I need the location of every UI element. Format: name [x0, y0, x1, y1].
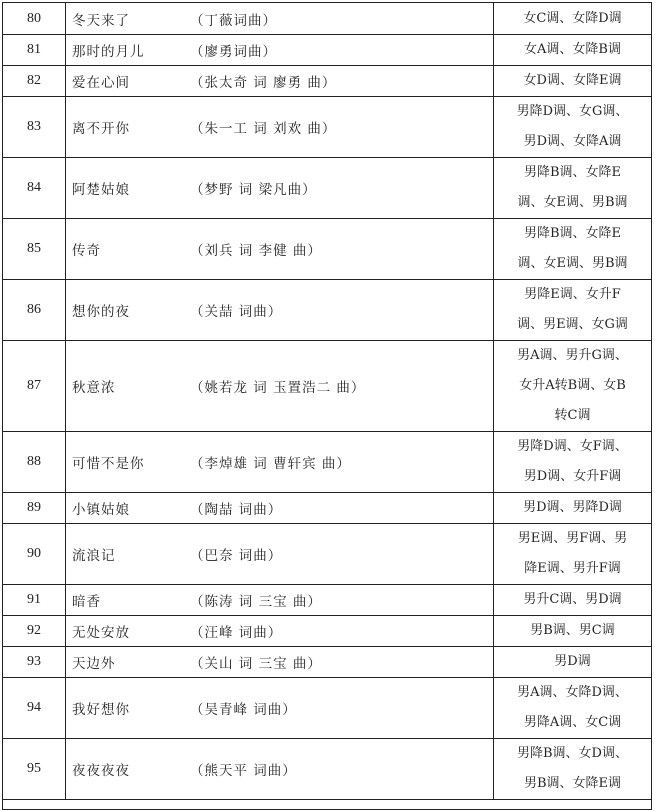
song-key-line: 女升A转B调、女B	[519, 378, 626, 393]
song-name: 想你的夜	[72, 304, 130, 320]
song-name: 小镇姑娘	[72, 502, 130, 518]
table-row	[3, 3, 652, 35]
table-row-partial-cell	[3, 800, 652, 810]
song-key-cell	[494, 432, 652, 493]
song-list-body	[3, 3, 652, 810]
song-title-cell	[66, 493, 494, 524]
table-row	[3, 158, 652, 219]
table-row	[3, 739, 652, 800]
song-credit: （陈涛 词 三宝 曲）	[190, 594, 322, 610]
song-title-cell	[66, 647, 494, 678]
song-name: 离不开你	[72, 121, 130, 137]
song-name: 暗香	[72, 594, 101, 610]
table-row-partial	[3, 800, 652, 810]
song-title-cell	[66, 219, 494, 280]
song-key-line: 男E调、男F调、男	[517, 531, 628, 546]
song-credit: （姚若龙 词 玉置浩二 曲）	[190, 380, 366, 396]
song-title-cell	[66, 35, 494, 66]
song-name: 秋意浓	[72, 380, 116, 396]
song-credit: （丁薇词曲）	[190, 12, 277, 29]
song-title-cell	[66, 739, 494, 800]
song-number: 94	[3, 678, 66, 739]
song-number: 89	[3, 493, 66, 524]
song-key-line: 女D调、女降E调	[523, 73, 622, 88]
song-name: 可惜不是你	[72, 456, 145, 472]
song-key-line: 男D调、女升F调	[523, 469, 622, 484]
table-row	[3, 616, 652, 647]
song-key-cell	[494, 678, 652, 739]
song-key-line: 男降B调、女降E	[523, 165, 622, 180]
song-number: 95	[3, 739, 66, 800]
song-key-line: 调、女E调、男B调	[517, 195, 628, 210]
song-key-cell	[494, 616, 652, 647]
song-number: 86	[3, 280, 66, 341]
table-row	[3, 35, 652, 66]
song-credit: （刘兵 词 李健 曲）	[190, 243, 322, 259]
song-list-table	[2, 2, 652, 810]
song-key-cell	[494, 280, 652, 341]
song-number: 92	[3, 616, 66, 647]
table-row	[3, 97, 652, 158]
song-key-line: 男降D调、女G调、	[516, 104, 629, 119]
song-key-cell	[494, 219, 652, 280]
song-name: 爱在心间	[72, 75, 130, 91]
song-key-line: 男降B调、女降E	[523, 226, 622, 241]
song-key-line: 转C调	[554, 408, 591, 423]
song-number: 84	[3, 158, 66, 219]
table-row	[3, 524, 652, 585]
song-name: 无处安放	[72, 625, 130, 641]
song-title-cell	[66, 585, 494, 616]
song-key-cell	[494, 524, 652, 585]
song-credit: （汪峰 词曲）	[190, 625, 283, 641]
song-name: 传奇	[72, 243, 101, 259]
song-key-cell	[494, 35, 652, 66]
song-title-cell	[66, 341, 494, 432]
song-credit: （吴青峰 词曲）	[190, 702, 297, 718]
song-key-line: 男降B调、女D调、	[517, 746, 628, 761]
song-key-cell	[494, 739, 652, 800]
song-credit: （李焯雄 词 曹轩宾 曲）	[190, 456, 351, 472]
song-number: 93	[3, 647, 66, 678]
song-key-line: 女A调、女降B调	[524, 42, 621, 57]
song-name: 夜夜夜夜	[72, 763, 130, 779]
song-key-line: 男B调、女降E调	[523, 776, 622, 791]
song-title-cell	[66, 280, 494, 341]
song-key-line: 男D调、女降A调	[523, 134, 622, 149]
song-key-line: 男升C调、男D调	[523, 592, 622, 607]
song-key-line: 男A调、男升G调、	[517, 348, 628, 363]
song-title-cell	[66, 97, 494, 158]
song-credit: （朱一工 词 刘欢 曲）	[190, 121, 337, 137]
song-title-cell	[66, 524, 494, 585]
song-name: 流浪记	[72, 548, 116, 564]
song-credit: （关山 词 三宝 曲）	[190, 656, 322, 672]
song-key-cell	[494, 97, 652, 158]
song-credit: （关喆 词曲）	[190, 304, 283, 320]
song-credit: （梦野 词 梁凡曲）	[190, 182, 317, 198]
song-name: 我好想你	[72, 702, 130, 718]
song-number: 87	[3, 341, 66, 432]
song-key-line: 调、男E调、女G调	[517, 317, 628, 332]
table-row	[3, 647, 652, 678]
song-title-cell	[66, 158, 494, 219]
song-number: 82	[3, 66, 66, 97]
song-key-line: 男D调、男降D调	[523, 500, 622, 515]
song-key-cell	[494, 66, 652, 97]
song-key-line: 男降A调、女C调	[523, 715, 622, 730]
song-key-cell	[494, 493, 652, 524]
song-credit: （张太奇 词 廖勇 曲）	[190, 75, 337, 91]
song-key-line: 男B调、男C调	[530, 623, 615, 638]
song-number: 91	[3, 585, 66, 616]
table-row	[3, 219, 652, 280]
table-row	[3, 341, 652, 432]
song-key-line: 男降D调、女F调、	[517, 439, 628, 454]
song-number: 83	[3, 97, 66, 158]
song-number: 85	[3, 219, 66, 280]
song-number: 88	[3, 432, 66, 493]
song-credit: （廖勇词曲）	[190, 44, 277, 60]
song-key-line: 调、女E调、男B调	[517, 256, 628, 271]
song-key-cell	[494, 585, 652, 616]
song-credit: （熊天平 词曲）	[190, 763, 297, 779]
song-key-line: 男D调	[554, 654, 591, 669]
table-row	[3, 432, 652, 493]
song-name: 那时的月儿	[72, 44, 145, 60]
song-number: 90	[3, 524, 66, 585]
song-key-cell	[494, 647, 652, 678]
song-name: 阿楚姑娘	[72, 182, 130, 198]
song-title-cell	[66, 616, 494, 647]
table-row	[3, 66, 652, 97]
song-key-cell	[494, 158, 652, 219]
song-name: 天边外	[72, 656, 116, 672]
table-row	[3, 585, 652, 616]
song-key-cell	[494, 341, 652, 432]
song-credit: （巴奈 词曲）	[190, 548, 283, 564]
song-key-cell	[494, 3, 652, 35]
song-number: 81	[3, 35, 66, 66]
song-key-line: 男A调、女降D调、	[517, 685, 628, 700]
song-key-line: 降E调、男升F调	[524, 561, 621, 576]
table-row	[3, 493, 652, 524]
song-title-cell	[66, 432, 494, 493]
song-name: 冬天来了	[72, 12, 130, 29]
song-number: 80	[3, 3, 66, 35]
song-title-cell	[66, 66, 494, 97]
song-key-line: 女C调、女降D调	[523, 10, 622, 26]
song-credit: （陶喆 词曲）	[190, 502, 283, 518]
table-row	[3, 280, 652, 341]
song-key-line: 男降E调、女升F	[524, 287, 621, 302]
song-title-cell	[66, 678, 494, 739]
song-title-cell	[66, 3, 494, 35]
table-row	[3, 678, 652, 739]
